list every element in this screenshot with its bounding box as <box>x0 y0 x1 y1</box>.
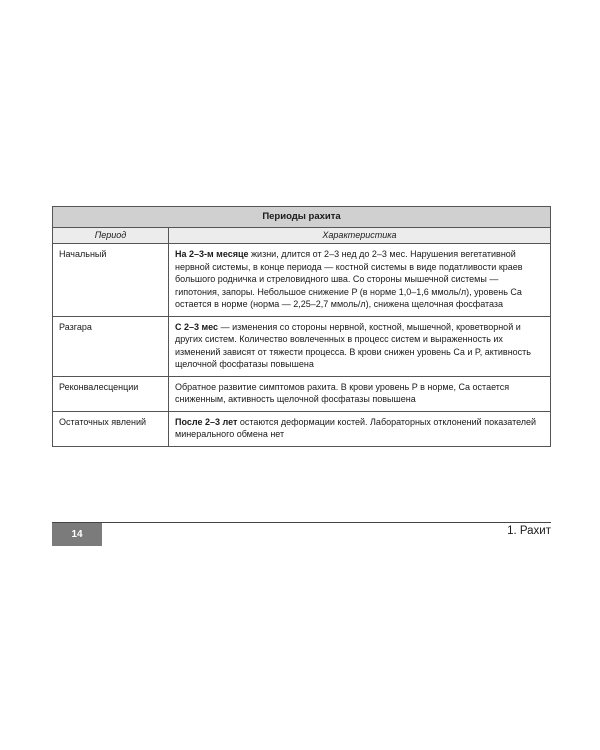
page-number: 14 <box>52 523 102 546</box>
table-title-row <box>53 207 551 228</box>
characteristic-cell <box>169 411 551 446</box>
table-row <box>53 411 551 446</box>
footer-divider <box>52 522 551 523</box>
period-cell: Остаточных явлений <box>53 411 169 446</box>
characteristic-cell <box>169 244 551 317</box>
characteristic-text: остаются деформации костей. Лабораторных отклонений показателей минерального обмена нет <box>175 416 537 439</box>
table-row <box>53 376 551 411</box>
characteristic-cell <box>169 376 551 411</box>
rickets-periods-table <box>52 206 551 447</box>
period-cell: Реконвалесценции <box>53 376 169 411</box>
table-header-row <box>53 228 551 244</box>
column-header-characteristic: Характеристика <box>169 228 551 244</box>
column-header-period: Период <box>53 228 169 244</box>
characteristic-cell <box>169 316 551 376</box>
characteristic-lead: На 2–3-м месяце <box>175 249 249 259</box>
characteristic-lead: С 2–3 мес <box>175 321 219 332</box>
table-row <box>53 316 551 376</box>
characteristic-text: — изменения со стороны нервной, костной, мышечной, кроветворной и других систем. Количество вовлеченных в процесс систем и выраженность их изменений зависят от тяжести процесса. В крови снижен уровень Ca и P, активность щелочной фосфатазы повышена <box>175 321 531 369</box>
chapter-title: 1. Рахит <box>507 525 551 537</box>
characteristic-text: Обратное развитие симптомов рахита. В крови уровень P в норме, Ca остается сниженным, активность щелочной фосфатазы повышена <box>175 381 510 404</box>
characteristic-lead: После 2–3 лет <box>175 416 238 427</box>
table-title: Периоды рахита <box>53 207 551 228</box>
period-cell: Разгара <box>53 316 169 376</box>
period-cell: Начальный <box>53 244 169 317</box>
characteristic-text: жизни, длится от 2–3 нед до 2–3 мес. Нарушения вегетативной нервной системы, в конце периода — костной системы в виде податливости краев большого родничка и стреловидного шва. Со стороны мышечной системы — гипотония, запоры. Небольшое снижение P (в норме 1,0–1,6 ммоль/л), уровень Ca остается в норме (норма — 2,25–2,7 ммоль/л), снижена щелочная фосфатаза <box>175 249 523 309</box>
table-row <box>53 244 551 317</box>
